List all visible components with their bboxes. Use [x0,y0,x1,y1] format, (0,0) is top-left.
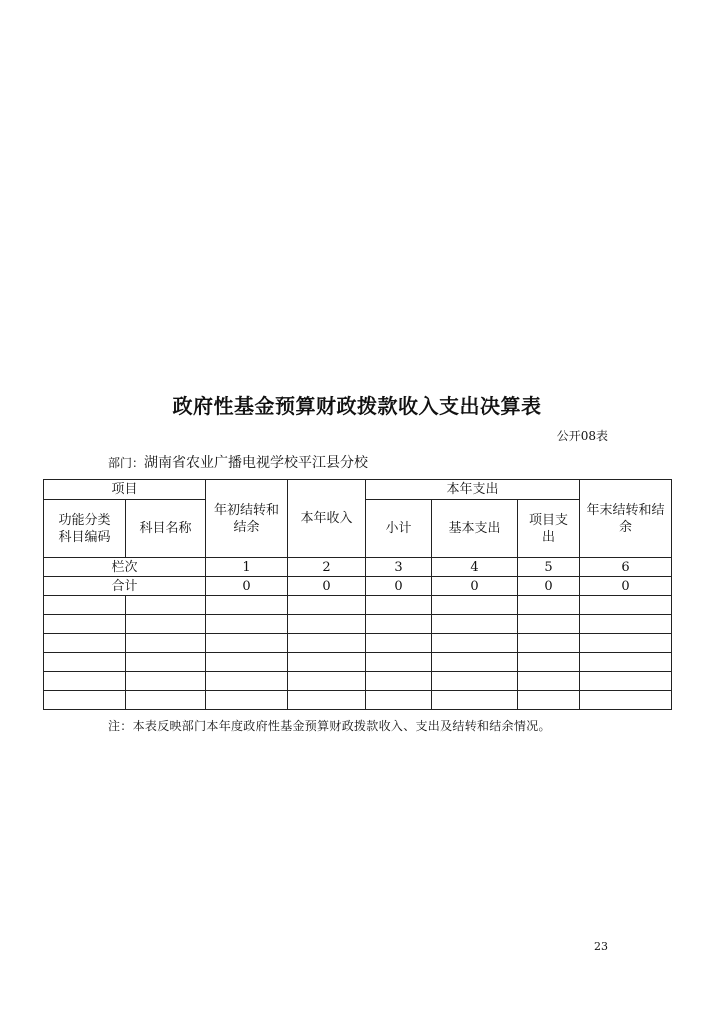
column-index-cell: 5 [518,558,580,577]
column-index-cell: 4 [432,558,518,577]
column-index-label: 栏次 [44,558,206,577]
table-note: 注：本表反映部门本年度政府性基金预算财政拨款收入、支出及结转和结余情况。 [108,719,551,733]
header-basic: 基本支出 [432,500,518,558]
header-project: 项目支出 [518,500,580,558]
total-cell: 0 [366,577,432,596]
table-code: 公开08表 [556,429,608,443]
header-subject-name: 科目名称 [126,500,206,558]
page-title: 政府性基金预算财政拨款收入支出决算表 [172,394,542,418]
column-index-cell: 1 [206,558,288,577]
table-row [44,691,672,710]
header-expenditure: 本年支出 [366,480,580,500]
column-index-row [44,558,672,577]
column-index-cell: 3 [366,558,432,577]
header-item: 项目 [44,480,206,500]
table-row [44,672,672,691]
department-name: 湖南省农业广播电视学校平江县分校 [144,455,369,471]
column-index-cell: 2 [288,558,366,577]
table-row [44,653,672,672]
table-row [44,596,672,615]
department-label: 部门： [108,456,145,470]
page-number: 23 [594,940,608,953]
header-begin-balance: 年初结转和结余 [206,480,288,558]
total-cell: 0 [518,577,580,596]
total-cell: 0 [432,577,518,596]
header-end-balance: 年末结转和结余 [580,480,672,558]
header-income: 本年收入 [288,480,366,558]
total-cell: 0 [206,577,288,596]
total-cell: 0 [580,577,672,596]
table-row [44,634,672,653]
column-index-cell: 6 [580,558,672,577]
department-line [108,452,368,472]
total-cell: 0 [288,577,366,596]
header-func-code: 功能分类科目编码 [44,500,126,558]
header-subtotal: 小计 [366,500,432,558]
total-label: 合计 [44,577,206,596]
table-row [44,615,672,634]
fund-budget-table [43,479,672,710]
total-row [44,577,672,596]
